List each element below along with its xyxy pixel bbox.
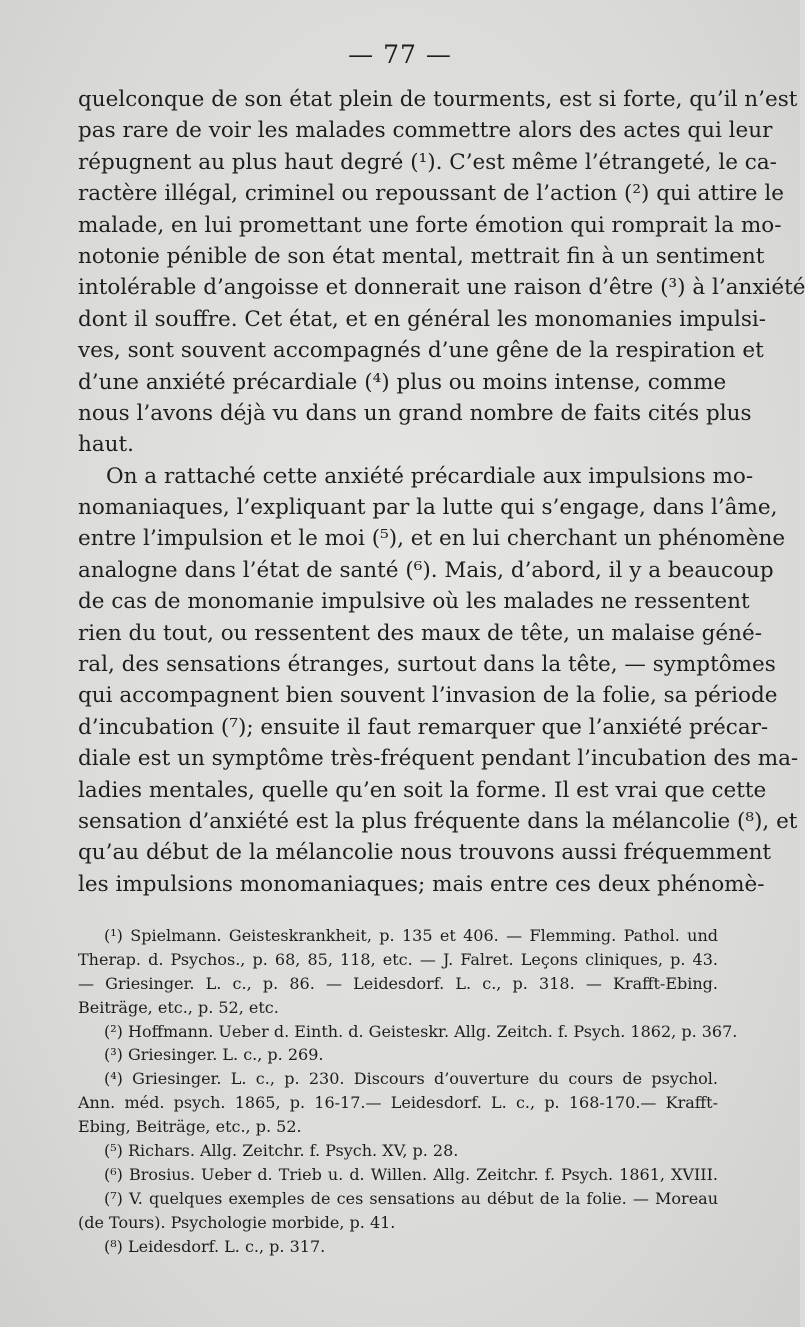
footnotes — [78, 924, 738, 1258]
footnote-line: (²) Hoffmann. Ueber d. Einth. d. Geisteskr. Allg. Zeitch. f. Psych. 1862, p. 367. — [104, 1021, 738, 1041]
body-line: nous l’avons déjà vu dans un grand nombre de faits cités plus — [78, 400, 752, 426]
body-line: d’incubation (⁷); ensuite il faut remarquer que l’anxiété précar- — [78, 714, 769, 740]
body-line: de cas de monomanie impulsive où les malades ne ressentent — [78, 589, 750, 615]
body-text — [78, 84, 805, 900]
body-line: ladies mentales, quelle qu’en soit la forme. Il est vrai que cette — [78, 777, 767, 803]
body-line: d’une anxiété précardiale (⁴) plus ou moins intense, comme — [78, 369, 727, 395]
footnote-line: Ebing, Beiträge, etc., p. 52. — [78, 1117, 302, 1137]
footnote-line: (⁴) Griesinger. L. c., p. 230. Discours d’ouverture du cours de psychol. — [104, 1069, 718, 1089]
footnote-line: Therap. d. Psychos., p. 68, 85, 118, etc. — J. Falret. Leçons cliniques, p. 43. — [78, 949, 718, 969]
body-line: haut. — [78, 432, 134, 458]
body-line: malade, en lui promettant une forte émotion qui romprait la mo- — [78, 212, 782, 238]
body-line: ractère illégal, criminel ou repoussant de l’action (²) qui attire le — [78, 181, 784, 207]
footnote-line: (³) Griesinger. L. c., p. 269. — [104, 1045, 324, 1065]
body-line: ves, sont souvent accompagnés d’une gêne de la respiration et — [78, 338, 764, 364]
body-line: nomaniaques, l’expliquant par la lutte qui s’engage, dans l’âme, — [78, 495, 778, 521]
body-line: quelconque de son état plein de tourments, est si forte, qu’il n’est — [78, 87, 798, 112]
footnote-line: (⁵) Richars. Allg. Zeitchr. f. Psych. XV, p. 28. — [104, 1141, 459, 1161]
body-line: sensation d’anxiété est la plus fréquente dans la mélancolie (⁸), et — [78, 808, 798, 834]
body-line: les impulsions monomaniaques; mais entre ces deux phénomè- — [78, 871, 765, 897]
footnote-line: Ann. méd. psych. 1865, p. 16-17.— Leidesdorf. L. c., p. 168-170.— Krafft- — [78, 1093, 718, 1113]
body-line: dont il souffre. Cet état, et en général les monomanies impulsi- — [78, 306, 767, 332]
body-line: diale est un symptôme très-fréquent pendant l’incubation des ma- — [78, 746, 799, 772]
footnote-line: (⁶) Brosius. Ueber d. Trieb u. d. Willen. Allg. Zeitchr. f. Psych. 1861, XVIII. — [104, 1164, 718, 1184]
body-line: notonie pénible de son état mental, mettrait fin à un sentiment — [78, 243, 765, 269]
body-line: intolérable d’angoisse et donnerait une raison d’être (³) à l’anxiété — [78, 275, 805, 301]
body-line: analogne dans l’état de santé (⁶). Mais, d’abord, il y a beaucoup — [78, 557, 774, 583]
footnote-line: (de Tours). Psychologie morbide, p. 41. — [78, 1212, 396, 1232]
body-line: qui accompagnent bien souvent l’invasion de la folie, sa période — [78, 683, 778, 709]
body-line: répugnent au plus haut degré (¹). C’est même l’étrangeté, le ca- — [78, 149, 777, 175]
footnote-line: (⁷) V. quelques exemples de ces sensations au début de la folie. — Moreau — [104, 1188, 718, 1208]
body-line: pas rare de voir les malades commettre alors des actes qui leur — [78, 118, 773, 144]
body-line: rien du tout, ou ressentent des maux de tête, un malaise géné- — [78, 620, 762, 646]
body-line: ral, des sensations étranges, surtout dans la tête, — symptômes — [78, 652, 776, 678]
footnote-line: (¹) Spielmann. Geisteskrankheit, p. 135 et 406. — Flemming. Pathol. und — [104, 926, 718, 945]
page-number: — 77 — — [348, 40, 452, 69]
body-line: On a rattaché cette anxiété précardiale aux impulsions mo- — [106, 463, 754, 489]
footnote-line: Beiträge, etc., p. 52, etc. — [78, 997, 279, 1017]
body-line: qu’au début de la mélancolie nous trouvons aussi fréquemment — [78, 840, 772, 866]
footnote-line: — Griesinger. L. c., p. 86. — Leidesdorf. L. c., p. 318. — Krafft-Ebing. — [78, 973, 718, 993]
footnote-line: (⁸) Leidesdorf. L. c., p. 317. — [104, 1236, 326, 1256]
body-line: entre l’impulsion et le moi (⁵), et en lui cherchant un phénomène — [78, 526, 786, 552]
